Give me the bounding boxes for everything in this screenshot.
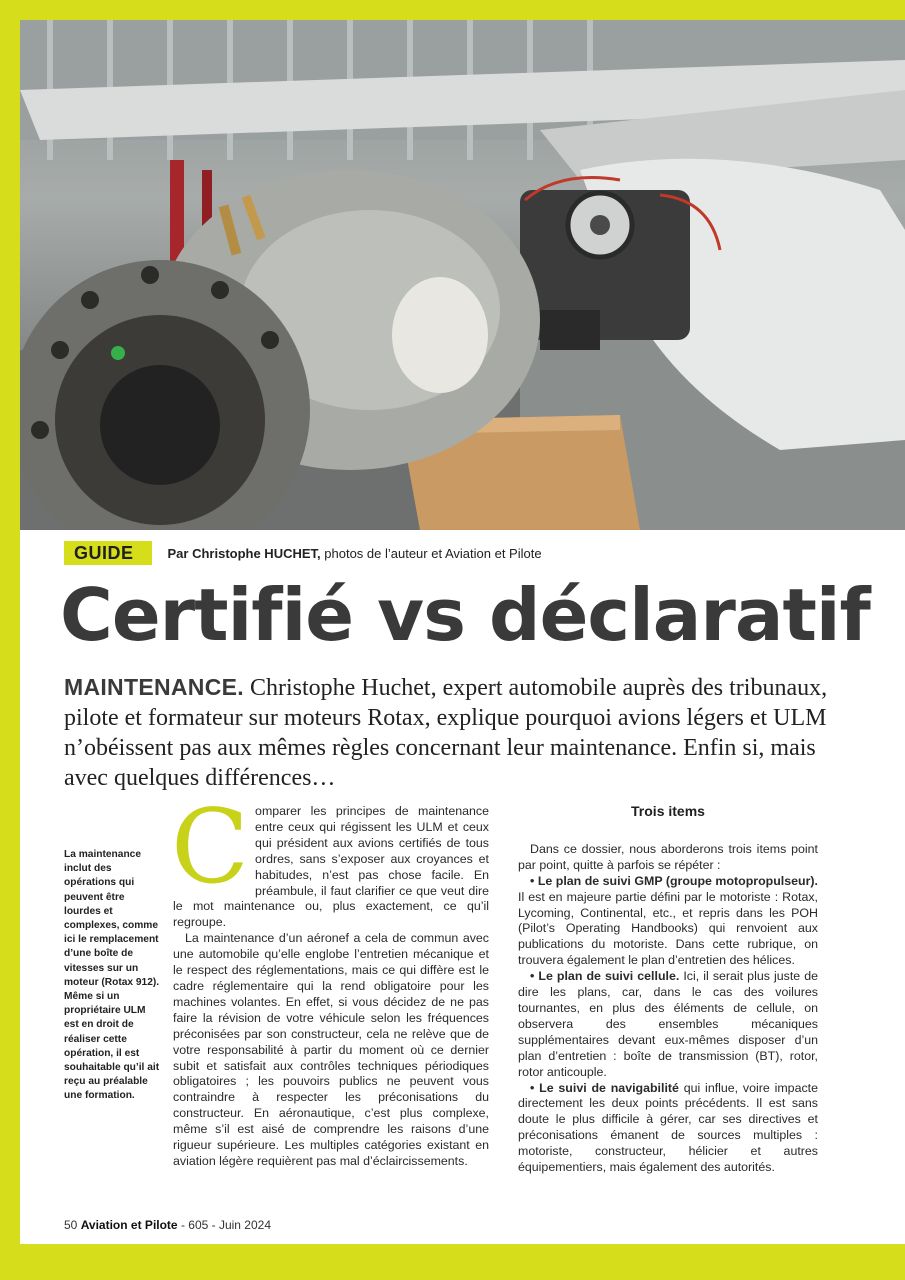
byline-credits: photos de l’auteur et Aviation et Pilote <box>320 545 542 561</box>
item-gmp <box>518 874 818 969</box>
section-heading: Trois items <box>631 803 705 819</box>
page-footer <box>64 1218 271 1232</box>
article-tagline <box>64 541 542 565</box>
item-cellule <box>518 969 818 1080</box>
item-gmp-label: • Le plan de suivi GMP (groupe motopropulseur). <box>530 873 818 888</box>
paragraph-2: La maintenance d’un aéronef a cela de commun avec une automobile qu’elle englobe l’entretien mécanique et le respect des réglementations, mais ce qui diffère est le cadre réglementaire qui la rend obligatoire pour les machines volantes. En effet, si vous décidez de ne pas faire la révision de votre véhicule selon les fréquences préconisées par son constructeur, cela ne relève que de votre responsabilité à partir du moment où ce dernier subit et satisfait aux contrôles techniques périodiques obligatoires ; les pouvoirs publics ne peuvent vous contraindre à respecter les préconisations du constructeur. En aéronautique, c’est plus complexe, même s’il est aisé de comprendre les raisons d’une rigueur supérieure. Les multiples catégories existant en aviation légère requièrent pas mal d’éclaircissements. <box>173 931 489 1168</box>
item-navigabilite-text: qui influe, voire impacte directement les deux points précédents. Il est sans doute le plus difficile à gérer, car ses directives et préconisations émanent de sources multiples : motoriste, constructeur, hélicier et autres équipementiers, mais également des autorités. <box>518 1080 818 1175</box>
drop-cap: C <box>171 788 250 907</box>
item-cellule-label: • Le plan de suivi cellule. <box>530 969 680 984</box>
item-navigabilite-label: • Le suivi de navigabilité <box>530 1080 679 1095</box>
article-title: Certifié vs déclaratif <box>60 573 870 657</box>
paragraph-intro-text: omparer les principes de maintenance entre ceux qui régissent les ULM et ceux qui président aux avions certifiés de tous ordres, sans s’exposer aux croyances et habitudes, n’est pas chose facile. En préambule, il faut clarifier ce que veut dire le mot maintenance ou, plus exactement, ce qu’il regroupe. <box>173 804 489 930</box>
lead-kicker: MAINTENANCE. <box>64 674 244 700</box>
photo-caption: La maintenance inclut des opérations qui peuvent être lourdes et complexes, comme ici le remplacement d’une boîte de vitesses sur un moteur (Rotax 912). Même si un propriétaire ULM est en droit de réaliser cette opération, il est souhaitable qu’il ait reçu au préalable une formation. <box>64 849 160 1102</box>
item-gmp-text: Il est en majeure partie défini par le motoriste : Rotax, Lycoming, Continental, etc., et repris dans les POH (Pilot’s Operating Handbooks) qui renvoient aux publications du motoriste. Dans cette rubrique, on trouvera également le plan d’entretien des hélices. <box>518 889 818 968</box>
engine-photo-illustration <box>20 20 905 530</box>
issue-info: - 605 - Juin 2024 <box>177 1218 272 1232</box>
body-column-1 <box>171 788 489 1170</box>
paragraph-items-intro: Dans ce dossier, nous aborderons trois items point par point, quitte à parfois se répéter : <box>518 841 818 872</box>
page-number: 50 <box>64 1218 78 1232</box>
byline <box>168 546 542 561</box>
byline-author: Par Christophe HUCHET, <box>167 545 321 561</box>
article-lead <box>64 672 864 793</box>
section-tag: GUIDE <box>64 541 152 565</box>
lead-text: Christophe Huchet, expert automobile auprès des tribunaux, pilote et formateur sur moteurs Rotax, explique pourquoi avions légers et ULM n’obéissent pas aux mêmes règles concernant leur maintenance. Enfin si, mais avec quelques différences… <box>64 675 828 791</box>
paragraph-intro <box>171 788 489 931</box>
body-column-2 <box>518 804 818 1176</box>
magazine-name: Aviation et Pilote <box>80 1218 178 1232</box>
engine-photo <box>20 20 905 530</box>
item-cellule-text: Ici, il serait plus juste de dire les plans, car, dans le cas des voilures tournantes, en plus des éléments de cellule, on observera des ensembles mécaniques supplémentaires devant eux-mêmes disposer d’un plan d’entretien : boîte de transmission (BT), rotor, rotor anticouple. <box>518 969 818 1079</box>
magazine-page <box>20 20 905 1244</box>
item-navigabilite <box>518 1081 818 1176</box>
